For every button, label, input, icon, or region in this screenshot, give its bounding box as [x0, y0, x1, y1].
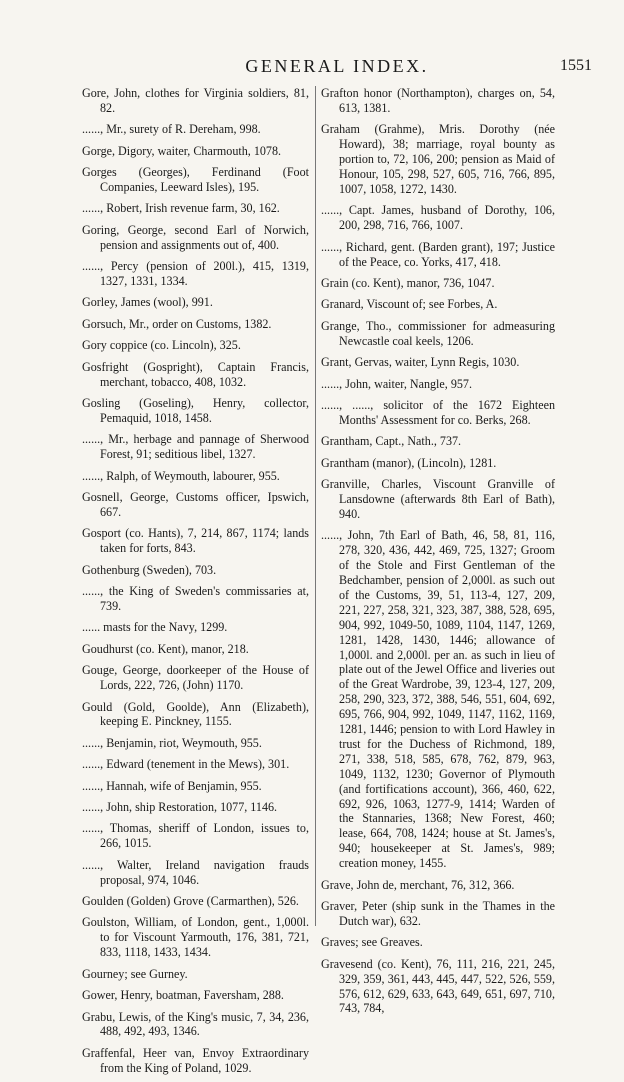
index-entry: Gorge, Digory, waiter, Charmouth, 1078.: [82, 143, 282, 158]
index-entry: ......, ......, solicitor of the 1672 Eighteen Months' Assessment for co. Berks, 268.: [321, 397, 555, 427]
index-entry: Graver, Peter (ship sunk in the Thames in the Dutch war), 632.: [321, 899, 555, 928]
index-entry: ......, Thomas, sheriff of London, issues to, 266, 1015.: [82, 821, 309, 851]
index-entry: ...... masts for the Navy, 1299.: [82, 620, 228, 635]
index-entry: ......, Edward (tenement in the Mews), 301.: [82, 757, 290, 772]
index-entry: Grantham (manor), (Lincoln), 1281.: [321, 455, 497, 470]
index-entry: Gorsuch, Mr., order on Customs, 1382.: [82, 316, 272, 331]
index-entry: Gosling (Goseling), Henry, collector, Pemaquid, 1018, 1458.: [82, 396, 309, 425]
column-divider: [315, 86, 316, 926]
index-entry: Grantham, Capt., Nath., 737.: [321, 434, 462, 449]
page-number: 1551: [560, 57, 592, 74]
index-entry: ......, Capt. James, husband of Dorothy, 106, 200, 298, 716, 766, 1007.: [321, 203, 555, 233]
index-entry: ......, John, waiter, Nangle, 957.: [321, 376, 472, 391]
index-entry: ......, Mr., herbage and pannage of Sherwood Forest, 91; seditious libel, 1327.: [82, 432, 309, 462]
index-entry: ......, Ralph, of Weymouth, labourer, 955.: [82, 468, 280, 483]
index-entry: Granard, Viscount of; see Forbes, A.: [321, 297, 498, 312]
index-entry: Grabu, Lewis, of the King's music, 7, 34, 236, 488, 492, 493, 1346.: [82, 1009, 309, 1039]
index-entry: Gothenburg (Sweden), 703.: [82, 562, 217, 577]
index-entry: Gourney; see Gurney.: [82, 966, 188, 981]
index-entry: Goring, George, second Earl of Norwich, pension and assignments out of, 400.: [82, 222, 309, 252]
right-column: [321, 86, 555, 1023]
index-entry: ......, John, 7th Earl of Bath, 46, 58, 81, 116, 278, 320, 436, 442, 469, 725, 1327; Groom of the Stole and First Gentleman of the Bedchamber, pension of 2,000l. as such out of the Customs, 39, 51, 113-4, 127, 209, 221, 227, 258, 321, 323, 387, 388, 528, 695, 904, 992, 1049-50, 1089, 1104, 1147, 1269, 1281, 1428, 1430, 1446; allowance of 1,000l. and 2,000l. per an. as such in lieu of plate out of the Jewel Office and liveries out of the Great Wardrobe, 39, 123-4, 127, 209, 258, 290, 323, 372, 388, 546, 551, 604, 692, 695, 766, 904, 992, 1049, 1147, 1162, 1169, 1281, 1446; pension to with Lord Hawley in trust for the Duchess of Richmond, 189, 271, 338, 518, 585, 678, 762, 879, 963, 1049, 1132, 1230; Governor of Plymouth (and fortifications account), 366, 460, 622, 692, 926, 1063, 1277-9, 1414; Warden of the Stannaries, 1368; New Forest, 460; lease, 664, 708, 1424; house at St. James's, 940; housekeeper at St. James's, 989; creation money, 1455.: [321, 528, 555, 871]
index-entry: Graffenfal, Heer van, Envoy Extraordinary from the King of Poland, 1029.: [82, 1045, 309, 1075]
index-entry: ......, Robert, Irish revenue farm, 30, 162.: [82, 201, 280, 216]
index-entry: Grant, Gervas, waiter, Lynn Regis, 1030.: [321, 355, 520, 370]
index-entry: Gosfright (Gospright), Captain Francis, merchant, tobacco, 408, 1032.: [82, 359, 309, 389]
index-entry: Goulden (Golden) Grove (Carmarthen), 526.: [82, 894, 299, 909]
index-entry: ......, Walter, Ireland navigation frauds proposal, 974, 1046.: [82, 857, 309, 887]
index-entry: Gower, Henry, boatman, Faversham, 288.: [82, 988, 284, 1003]
index-entry: Goulston, William, of London, gent., 1,000l. to for Viscount Yarmouth, 176, 381, 721, 833, 1118, 1433, 1434.: [82, 915, 309, 960]
index-entry: ......, Hannah, wife of Benjamin, 955.: [82, 778, 262, 793]
index-entry: Granville, Charles, Viscount Granville of Lansdowne (afterwards 8th Earl of Bath), 940.: [321, 477, 555, 521]
index-entry: Grain (co. Kent), manor, 736, 1047.: [321, 275, 495, 290]
index-entry: Graves; see Greaves.: [321, 935, 423, 950]
index-entry: Gosnell, George, Customs officer, Ipswich, 667.: [82, 490, 309, 519]
index-entry: ......, John, ship Restoration, 1077, 1146.: [82, 800, 278, 815]
index-entry: Gorley, James (wool), 991.: [82, 295, 213, 310]
index-entry: Gravesend (co. Kent), 76, 111, 216, 221, 245, 329, 359, 361, 443, 445, 447, 522, 526, 559, 576, 612, 629, 633, 643, 649, 651, 697, 710, 743, 784,: [321, 956, 555, 1016]
index-entry: Gorges (Georges), Ferdinand (Foot Companies, Leeward Isles), 195.: [82, 165, 309, 195]
index-entry: ......, Mr., surety of R. Dereham, 998.: [82, 122, 261, 137]
index-entry: Gosport (co. Hants), 7, 214, 867, 1174; lands taken for forts, 843.: [82, 526, 309, 556]
index-entry: Graham (Grahme), Mris. Dorothy (née Howard), 38; marriage, royal bounty as portion to, 72, 106, 200; pension as Maid of Honour, 105, 298, 527, 605, 716, 766, 895, 1007, 1058, 1272, 1430.: [321, 122, 555, 196]
index-entry: Grave, John de, merchant, 76, 312, 366.: [321, 877, 515, 892]
index-entry: ......, Benjamin, riot, Weymouth, 955.: [82, 735, 262, 750]
page-title: GENERAL INDEX.: [245, 56, 429, 76]
index-entry: Grange, Tho., commissioner for admeasuring Newcastle coal keels, 1206.: [321, 318, 555, 348]
index-entry: ......, Percy (pension of 200l.), 415, 1319, 1327, 1331, 1334.: [82, 259, 309, 289]
index-entry: Gore, John, clothes for Virginia soldiers, 81, 82.: [82, 86, 309, 115]
index-entry: Goudhurst (co. Kent), manor, 218.: [82, 641, 249, 656]
index-entry: ......, Richard, gent. (Barden grant), 197; Justice of the Peace, co. Yorks, 417, 418.: [321, 239, 555, 269]
left-column: [82, 86, 309, 1082]
index-entry: Grafton honor (Northampton), charges on, 54, 613, 1381.: [321, 86, 555, 115]
index-entry: Gould (Gold, Goolde), Ann (Elizabeth), keeping E. Pinckney, 1155.: [82, 699, 309, 729]
index-entry: Gory coppice (co. Lincoln), 325.: [82, 338, 241, 353]
page-header: [80, 56, 594, 80]
index-entry: ......, the King of Sweden's commissaries at, 739.: [82, 584, 309, 613]
index-entry: Gouge, George, doorkeeper of the House of Lords, 222, 726, (John) 1170.: [82, 663, 309, 693]
